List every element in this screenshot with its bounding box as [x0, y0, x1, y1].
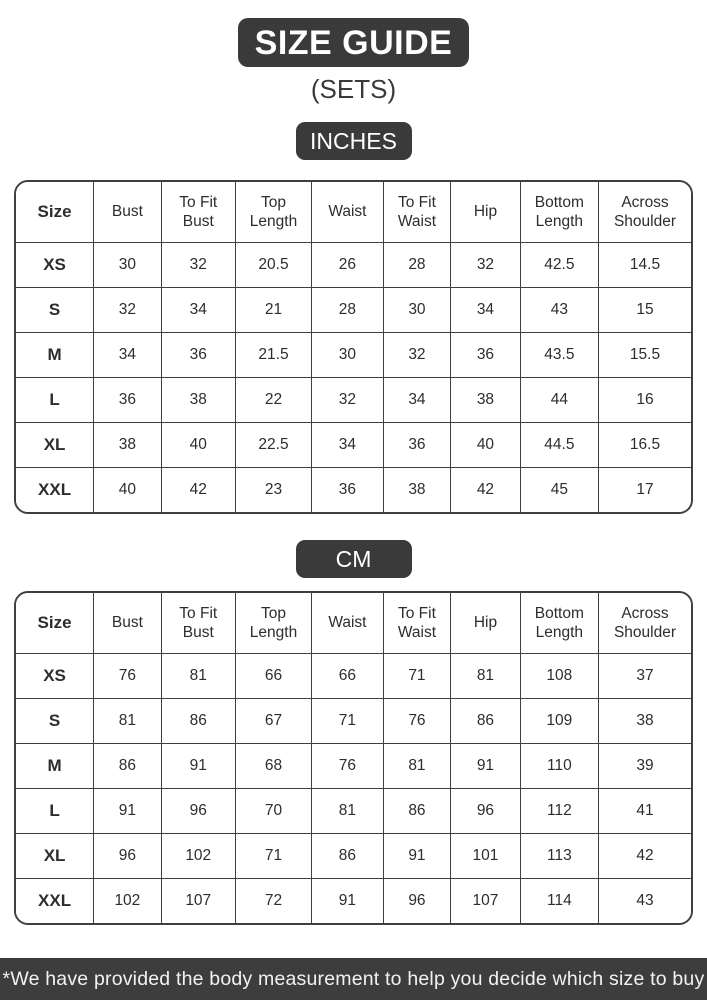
size-label: XS	[16, 654, 94, 699]
measurement-cell: 38	[161, 378, 235, 423]
measurement-cell: 32	[312, 378, 384, 423]
measurement-cell: 45	[520, 468, 598, 513]
measurement-cell: 91	[161, 744, 235, 789]
measurement-cell: 39	[599, 744, 692, 789]
page-subtitle: (SETS)	[310, 74, 397, 104]
measurement-cell: 14.5	[599, 243, 692, 288]
measurement-cell: 113	[520, 834, 598, 879]
column-header: To Fit Bust	[161, 182, 235, 243]
measurement-cell: 42	[451, 468, 521, 513]
size-table-inches	[16, 182, 691, 512]
measurement-cell: 96	[161, 789, 235, 834]
measurement-cell: 43	[520, 288, 598, 333]
measurement-cell: 41	[599, 789, 692, 834]
measurement-cell: 38	[451, 378, 521, 423]
measurement-cell: 114	[520, 879, 598, 924]
measurement-cell: 40	[94, 468, 162, 513]
footnote-text: *We have provided the body measurement to help you decide which size to buy	[2, 967, 705, 990]
size-table-cm	[16, 593, 691, 923]
measurement-cell: 86	[451, 699, 521, 744]
measurement-cell: 96	[383, 879, 451, 924]
table-row	[16, 243, 691, 288]
measurement-cell: 21.5	[235, 333, 311, 378]
column-header: Across Shoulder	[599, 593, 692, 654]
size-label: S	[16, 699, 94, 744]
measurement-cell: 101	[451, 834, 521, 879]
measurement-cell: 109	[520, 699, 598, 744]
header-row	[16, 182, 691, 243]
measurement-cell: 23	[235, 468, 311, 513]
measurement-cell: 37	[599, 654, 692, 699]
measurement-cell: 36	[94, 378, 162, 423]
measurement-cell: 66	[312, 654, 384, 699]
table-row	[16, 879, 691, 924]
measurement-cell: 32	[94, 288, 162, 333]
measurement-cell: 66	[235, 654, 311, 699]
measurement-cell: 42.5	[520, 243, 598, 288]
column-header: Bottom Length	[520, 182, 598, 243]
measurement-cell: 112	[520, 789, 598, 834]
measurement-cell: 91	[312, 879, 384, 924]
measurement-cell: 26	[312, 243, 384, 288]
measurement-cell: 42	[599, 834, 692, 879]
column-header: Size	[16, 182, 94, 243]
measurement-cell: 86	[383, 789, 451, 834]
measurement-cell: 44.5	[520, 423, 598, 468]
measurement-cell: 107	[161, 879, 235, 924]
measurement-cell: 44	[520, 378, 598, 423]
section-inches	[0, 122, 707, 514]
measurement-cell: 72	[235, 879, 311, 924]
table-row	[16, 699, 691, 744]
measurement-cell: 43.5	[520, 333, 598, 378]
measurement-cell: 102	[94, 879, 162, 924]
column-header: Size	[16, 593, 94, 654]
page-title-badge	[238, 18, 470, 67]
footnote-bar	[0, 958, 707, 1000]
measurement-cell: 86	[94, 744, 162, 789]
measurement-cell: 91	[383, 834, 451, 879]
column-header: Hip	[451, 593, 521, 654]
size-label: XL	[16, 423, 94, 468]
measurement-cell: 20.5	[235, 243, 311, 288]
measurement-cell: 30	[94, 243, 162, 288]
measurement-cell: 91	[451, 744, 521, 789]
measurement-cell: 76	[94, 654, 162, 699]
column-header: To Fit Waist	[383, 593, 451, 654]
unit-badge-cm: CM	[296, 540, 412, 578]
measurement-cell: 17	[599, 468, 692, 513]
measurement-cell: 67	[235, 699, 311, 744]
measurement-cell: 32	[383, 333, 451, 378]
header-row	[16, 593, 691, 654]
measurement-cell: 81	[312, 789, 384, 834]
table-row	[16, 789, 691, 834]
measurement-cell: 30	[312, 333, 384, 378]
table-row	[16, 654, 691, 699]
column-header: Waist	[312, 182, 384, 243]
measurement-cell: 107	[451, 879, 521, 924]
measurement-cell: 86	[312, 834, 384, 879]
measurement-cell: 22	[235, 378, 311, 423]
cm-table-frame	[14, 591, 693, 925]
page-title: SIZE GUIDE	[254, 24, 453, 62]
measurement-cell: 36	[161, 333, 235, 378]
measurement-cell: 32	[161, 243, 235, 288]
measurement-cell: 15.5	[599, 333, 692, 378]
table-row	[16, 288, 691, 333]
measurement-cell: 76	[383, 699, 451, 744]
column-header: Across Shoulder	[599, 182, 692, 243]
measurement-cell: 108	[520, 654, 598, 699]
size-label: L	[16, 378, 94, 423]
measurement-cell: 38	[94, 423, 162, 468]
measurement-cell: 71	[235, 834, 311, 879]
measurement-cell: 91	[94, 789, 162, 834]
column-header: Bust	[94, 593, 162, 654]
measurement-cell: 36	[451, 333, 521, 378]
column-header: Bust	[94, 182, 162, 243]
section-cm	[0, 540, 707, 925]
size-label: XS	[16, 243, 94, 288]
column-header: To Fit Bust	[161, 593, 235, 654]
measurement-cell: 34	[161, 288, 235, 333]
table-row	[16, 834, 691, 879]
column-header: Top Length	[235, 182, 311, 243]
measurement-cell: 102	[161, 834, 235, 879]
measurement-cell: 16	[599, 378, 692, 423]
size-label: M	[16, 333, 94, 378]
measurement-cell: 71	[312, 699, 384, 744]
measurement-cell: 76	[312, 744, 384, 789]
table-row	[16, 423, 691, 468]
measurement-cell: 30	[383, 288, 451, 333]
measurement-cell: 28	[383, 243, 451, 288]
measurement-cell: 81	[383, 744, 451, 789]
measurement-cell: 40	[161, 423, 235, 468]
measurement-cell: 81	[94, 699, 162, 744]
measurement-cell: 34	[383, 378, 451, 423]
measurement-cell: 81	[161, 654, 235, 699]
measurement-cell: 71	[383, 654, 451, 699]
measurement-cell: 28	[312, 288, 384, 333]
column-header: Hip	[451, 182, 521, 243]
measurement-cell: 36	[312, 468, 384, 513]
measurement-cell: 40	[451, 423, 521, 468]
measurement-cell: 34	[312, 423, 384, 468]
measurement-cell: 21	[235, 288, 311, 333]
measurement-cell: 34	[94, 333, 162, 378]
inches-table-frame	[14, 180, 693, 514]
measurement-cell: 110	[520, 744, 598, 789]
measurement-cell: 68	[235, 744, 311, 789]
measurement-cell: 86	[161, 699, 235, 744]
measurement-cell: 22.5	[235, 423, 311, 468]
table-row	[16, 744, 691, 789]
column-header: To Fit Waist	[383, 182, 451, 243]
measurement-cell: 16.5	[599, 423, 692, 468]
size-label: S	[16, 288, 94, 333]
column-header: Top Length	[235, 593, 311, 654]
size-label: XXL	[16, 468, 94, 513]
column-header: Waist	[312, 593, 384, 654]
table-row	[16, 378, 691, 423]
column-header: Bottom Length	[520, 593, 598, 654]
measurement-cell: 81	[451, 654, 521, 699]
table-row	[16, 468, 691, 513]
size-label: XXL	[16, 879, 94, 924]
size-label: M	[16, 744, 94, 789]
measurement-cell: 38	[599, 699, 692, 744]
measurement-cell: 36	[383, 423, 451, 468]
measurement-cell: 42	[161, 468, 235, 513]
measurement-cell: 96	[94, 834, 162, 879]
size-label: L	[16, 789, 94, 834]
measurement-cell: 43	[599, 879, 692, 924]
unit-badge-inches: INCHES	[296, 122, 412, 160]
measurement-cell: 70	[235, 789, 311, 834]
measurement-cell: 38	[383, 468, 451, 513]
size-label: XL	[16, 834, 94, 879]
measurement-cell: 15	[599, 288, 692, 333]
measurement-cell: 32	[451, 243, 521, 288]
measurement-cell: 96	[451, 789, 521, 834]
table-row	[16, 333, 691, 378]
measurement-cell: 34	[451, 288, 521, 333]
